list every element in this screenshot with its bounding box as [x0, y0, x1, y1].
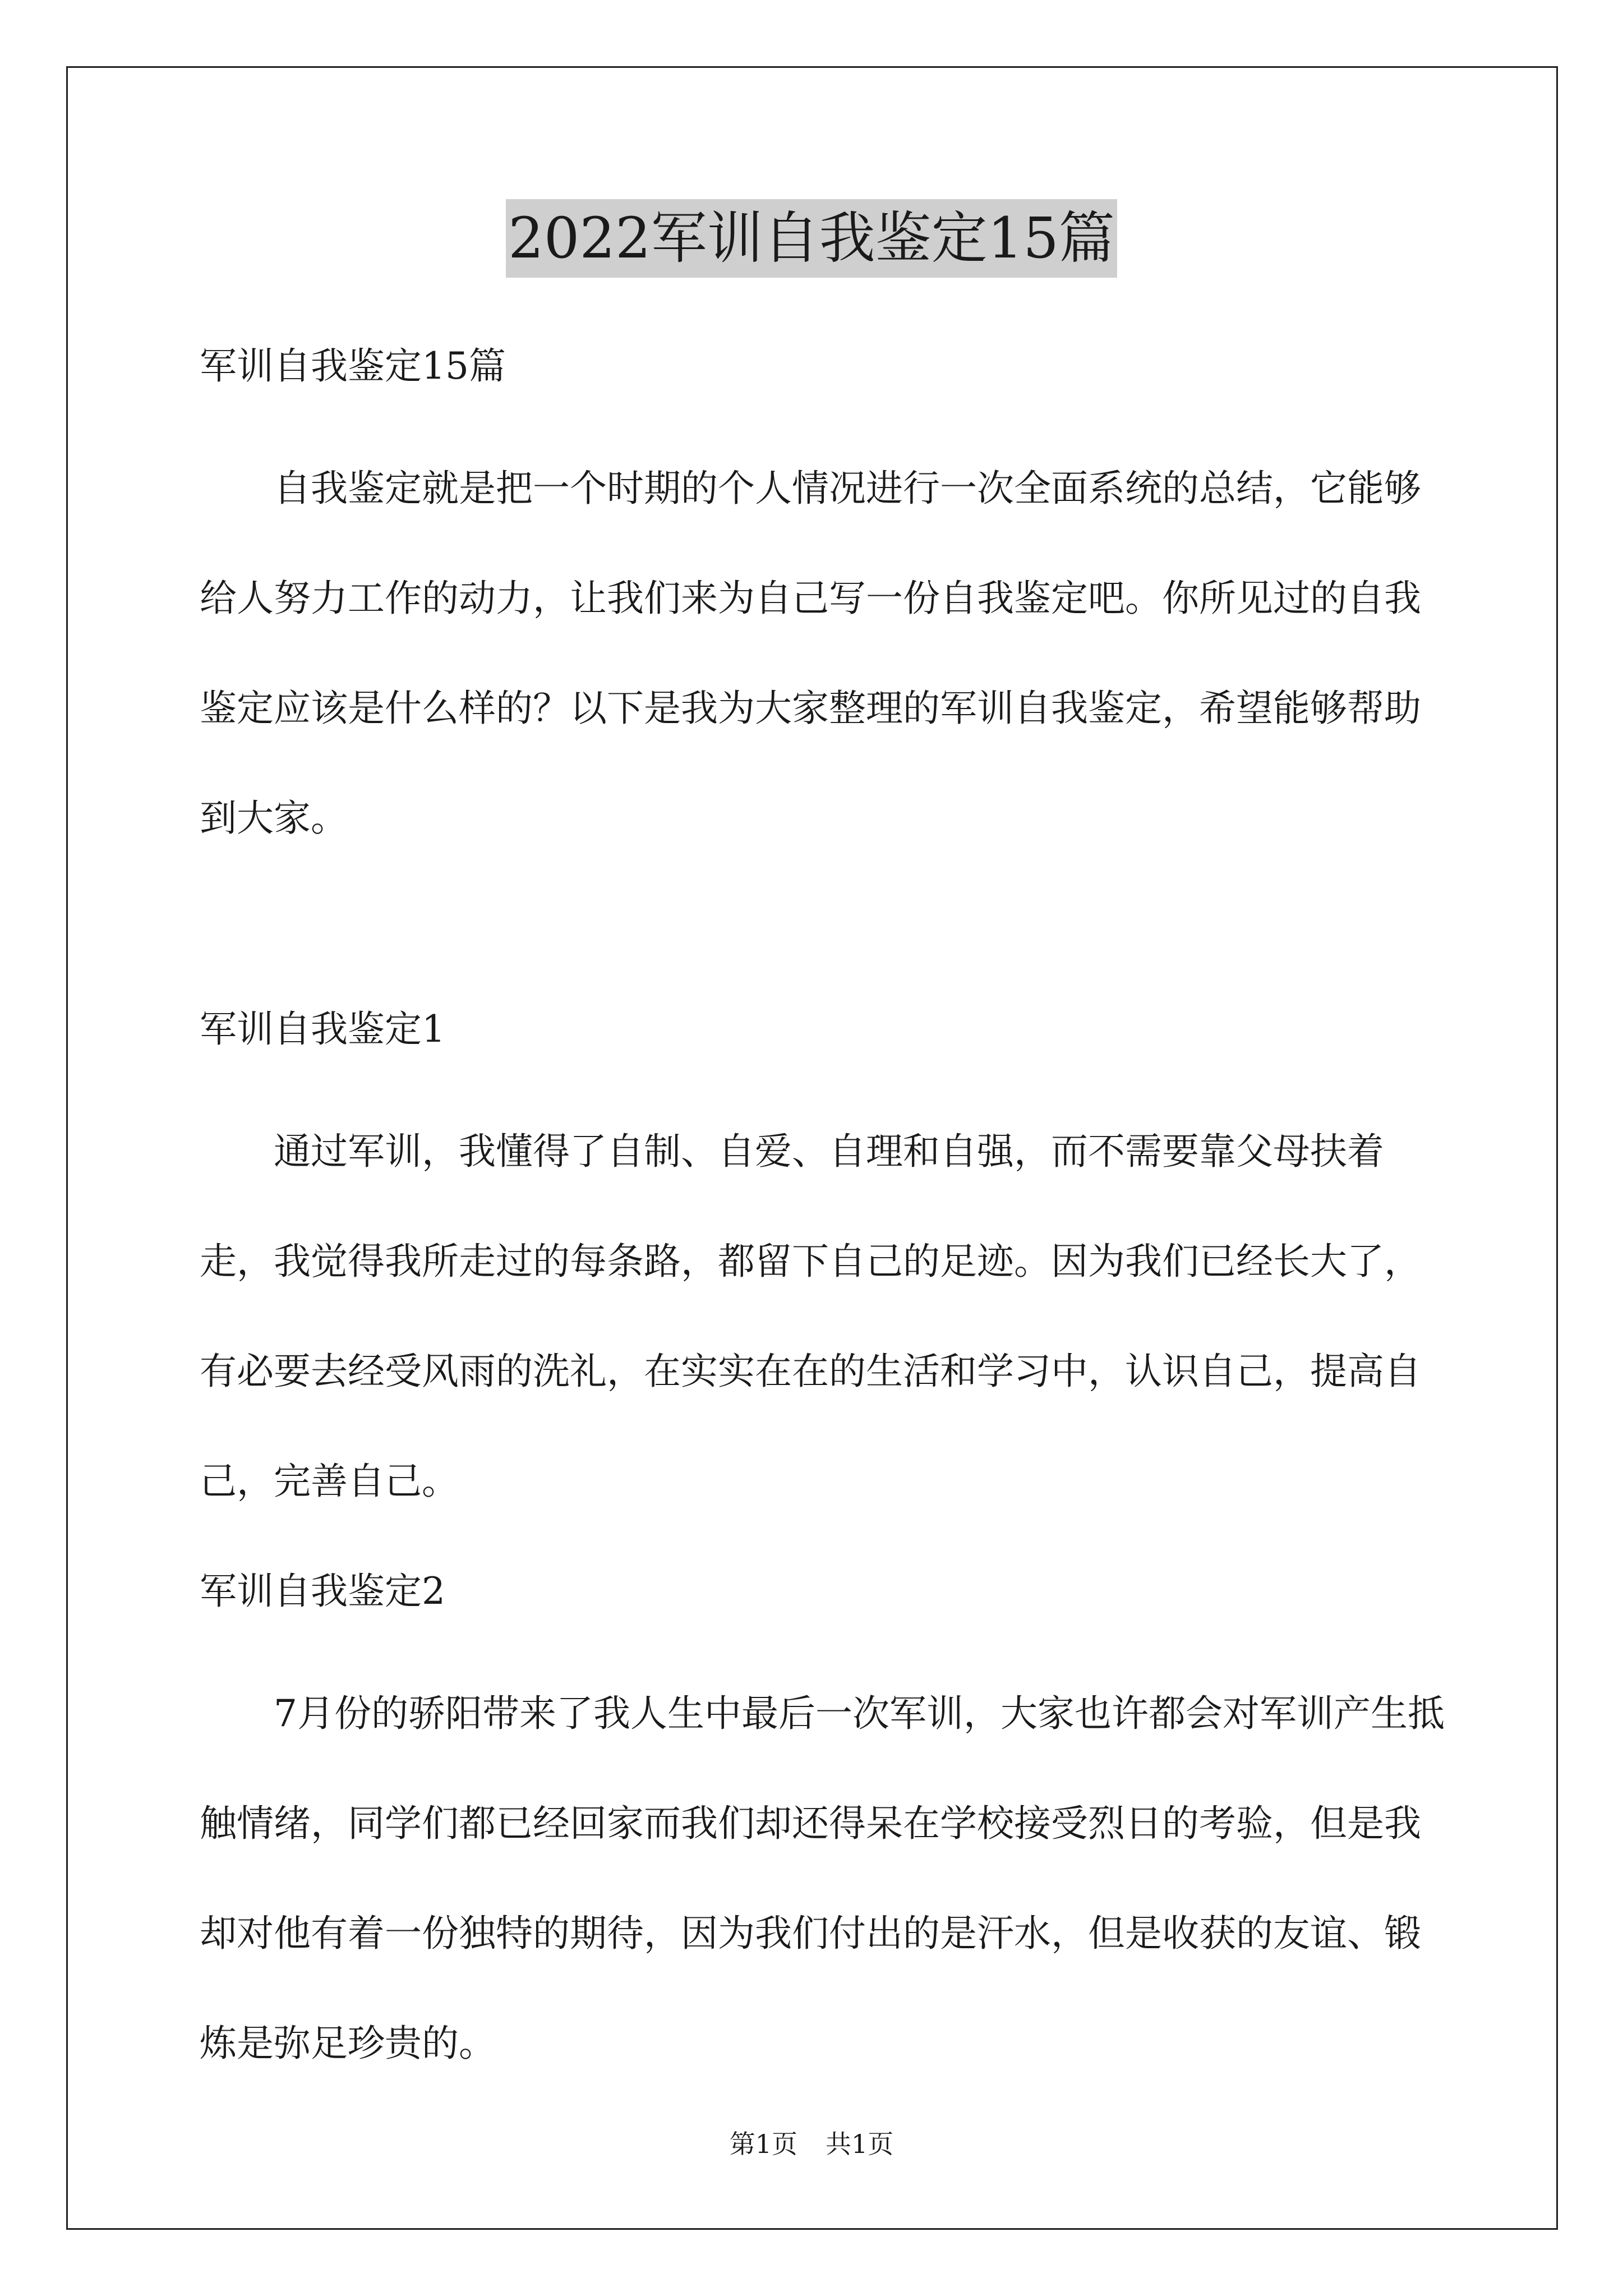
title-container — [0, 199, 1623, 278]
section-paragraph: 7月份的骄阳带来了我人生中最后一次军训，大家也许都会对军训产生抵触情绪，同学们都已经回家而我们却还得呆在学校接受烈日的考验，但是我却对他有着一份独特的期待，因为我们付出的是汗水，但是收获的友谊、锻炼是弥足珍贵的。 — [200, 1692, 1445, 2065]
intro-paragraph: 自我鉴定就是把一个时期的个人情况进行一次全面系统的总结，它能够给人努力工作的动力，让我们来为自己写一份自我鉴定吧。你所见过的自我鉴定应该是什么样的？以下是我为大家整理的军训自我鉴定，希望能够帮助到大家。 — [200, 467, 1421, 840]
section-heading: 军训自我鉴定2 — [200, 1570, 445, 1613]
section-heading: 军训自我鉴定1 — [200, 1007, 445, 1051]
page-number: 第1页 — [729, 2129, 797, 2159]
page-footer — [0, 2127, 1623, 2161]
document-title: 2022军训自我鉴定15篇 — [506, 199, 1117, 278]
subtitle: 军训自我鉴定15篇 — [200, 344, 506, 388]
section-paragraph: 通过军训，我懂得了自制、自爱、自理和自强，而不需要靠父母扶着走，我觉得我所走过的每条路，都留下自己的足迹。因为我们已经长大了，有必要去经受风雨的洗礼，在实实在在的生活和学习中，认识自己，提高自己，完善自己。 — [200, 1130, 1421, 1503]
page-total: 共1页 — [826, 2129, 894, 2159]
document-body — [200, 311, 1450, 2099]
